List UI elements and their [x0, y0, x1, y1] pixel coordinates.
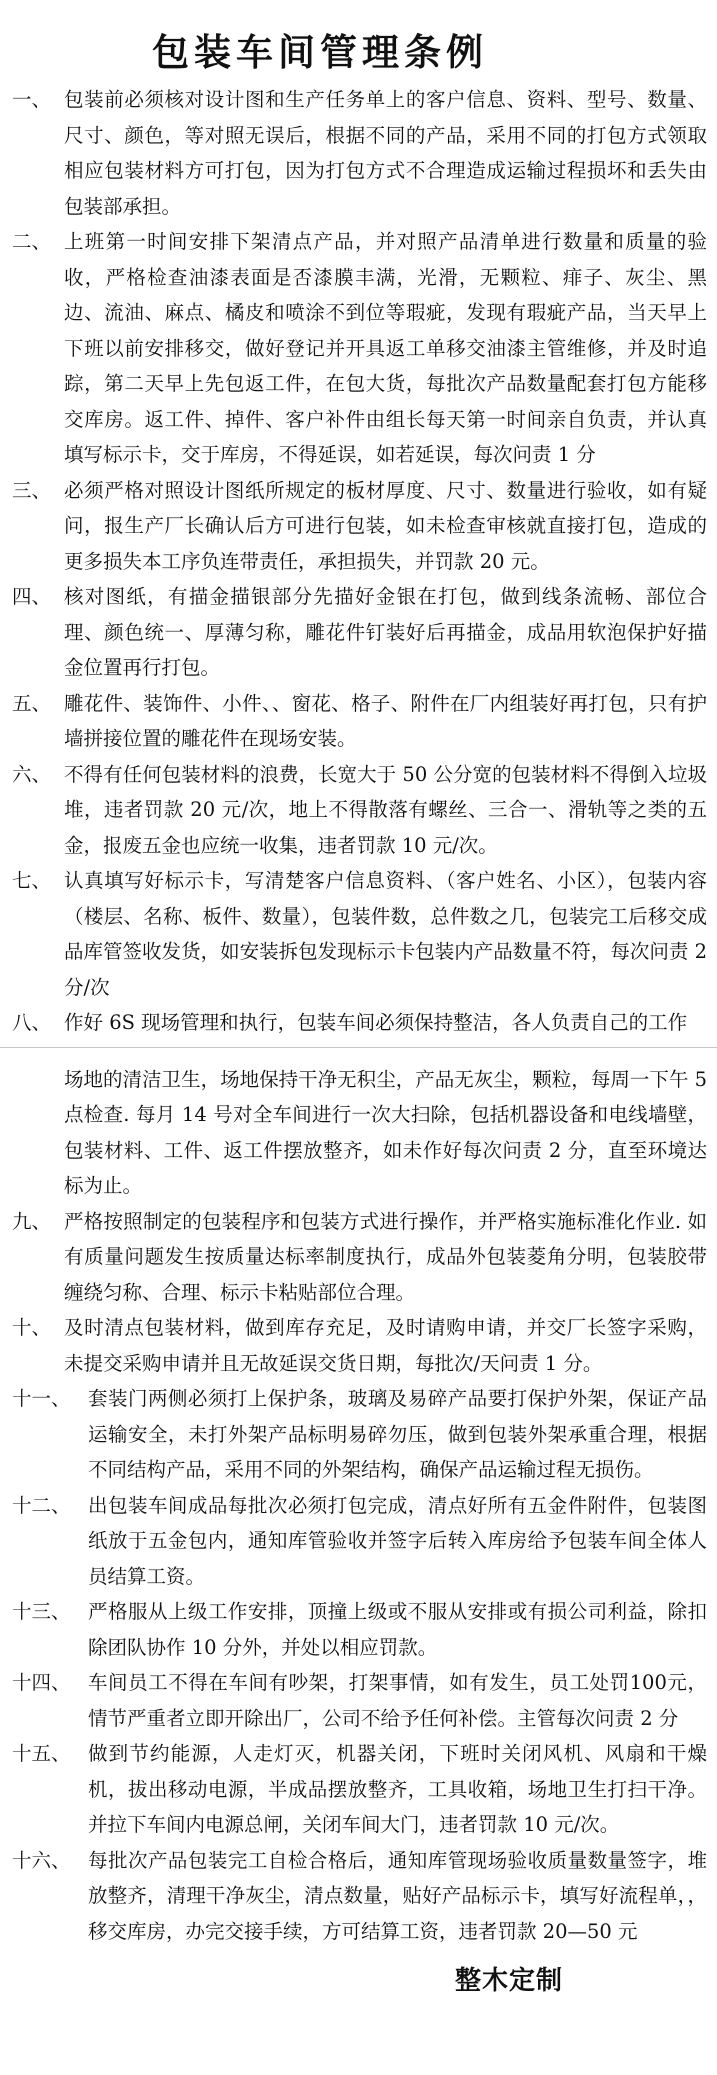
regulation-item-2: [12, 224, 707, 473]
regulation-item-7: [12, 863, 707, 1005]
regulation-item-10: [12, 1310, 707, 1381]
regulation-item-16: [12, 1843, 707, 1950]
item-number: 十一、: [12, 1387, 71, 1410]
page-divider: [0, 1047, 717, 1048]
item-number: 十四、: [12, 1671, 71, 1694]
item-number: 五、: [12, 691, 52, 715]
regulation-item-12: [12, 1488, 707, 1595]
item-number: 三、: [12, 478, 52, 502]
document-title: 包装车间管理条例: [152, 31, 488, 74]
item-text-continued: 场地的清洁卫生，场地保持干净无积尘，产品无灰尘，颗粒，每周一下午 5 点检查. 每月 14 号对全车间进行一次大扫除，包括机器设备和电线墙壁，包装材料、工件、返工件摆放整齐，如未作好每次问责 2 分，直至环境达标为止。: [64, 1067, 707, 1197]
item-text: 认真填写好标示卡，写清楚客户信息资料、（客户姓名、小区），包装内容（楼层、名称、板件、数量），包装件数，总件数之几，包装完工后移交成品库管签收发货，如安装拆包发现标示卡包装内产品数量不符，每次问责 2 分/次: [64, 869, 707, 999]
signature: 整木定制: [455, 1966, 564, 1996]
regulation-item-8-continued: [12, 1062, 707, 1204]
item-text: 包装前必须核对设计图和生产任务单上的客户信息、资料、型号、数量、尺寸、颜色，等对照无误后，根据不同的产品，采用不同的打包方式领取相应包装材料方可打包，因为打包方式不合理造成运输过程损坏和丢失由包装部承担。: [64, 88, 707, 218]
item-number: 十、: [12, 1316, 52, 1339]
item-text: 必须严格对照设计图纸所规定的板材厚度、尺寸、数量进行验收，如有疑问，报生产厂长确认后方可进行包装，如未检查审核就直接打包，造成的更多损失本工序负连带责任，承担损失，并罚款 20 元。: [64, 478, 707, 573]
regulation-item-9: [12, 1204, 707, 1311]
item-text: 雕花件、装饰件、小件、、窗花、格子、附件在厂内组装好再打包，只有护墙拼接位置的雕花件在现场安装。: [64, 691, 707, 750]
item-text: 套装门两侧必须打上保护条，玻璃及易碎产品要打保护外架，保证产品运输安全，未打外架产品标明易碎勿压，做到包装外架承重合理，根据不同结构产品，采用不同的外架结构，确保产品运输过程无损伤。: [88, 1387, 707, 1481]
item-number: 十五、: [12, 1742, 71, 1765]
regulation-item-5: [12, 686, 707, 757]
item-number: 一、: [12, 88, 52, 111]
item-text: 出包装车间成品每批次必须打包完成，清点好所有五金件附件，包装图纸放于五金包内，通知库管验收并签字后转入库房给予包装车间全体人员结算工资。: [88, 1493, 707, 1588]
item-text: 每批次产品包装完工自检合格后，通知库管现场验收质量数量签字，堆放整齐，清理干净灰尘，清点数量，贴好产品标示卡，填写好流程单，，移交库房，办完交接手续，方可结算工资，违者罚款 20—50 元: [88, 1848, 707, 1943]
regulation-item-8: [12, 1005, 707, 1041]
item-text: 不得有任何包装材料的浪费，长宽大于 50 公分宽的包装材料不得倒入垃圾堆，违者罚款 20 元/次，地上不得散落有螺丝、三合一、滑轨等之类的五金，报废五金也应统一收集，违者罚款 10 元/次。: [64, 762, 707, 857]
regulation-item-3: [12, 473, 707, 580]
item-number: 八、: [12, 1011, 52, 1034]
regulation-item-4: [12, 579, 707, 686]
item-text: 及时清点包装材料，做到库存充足，及时请购申请，并交厂长签字采购，未提交采购申请并且无故延误交货日期，每批次/天问责 1 分。: [64, 1316, 707, 1375]
item-text: 严格服从上级工作安排，顶撞上级或不服从安排或有损公司利益，除扣除团队协作 10 分外，并处以相应罚款。: [88, 1600, 707, 1659]
regulation-item-11: [12, 1381, 707, 1488]
regulation-item-1: [12, 82, 707, 224]
item-number: 十二、: [12, 1493, 71, 1517]
regulation-item-14: [12, 1665, 707, 1736]
regulation-item-6: [12, 757, 707, 864]
item-number: 二、: [12, 230, 52, 253]
item-number: 十三、: [12, 1600, 71, 1623]
item-number: 十六、: [12, 1848, 71, 1872]
regulation-item-13: [12, 1594, 707, 1665]
item-text: 核对图纸，有描金描银部分先描好金银在打包，做到线条流畅、部位合理、颜色统一、厚薄匀称，雕花件钉装好后再描金，成品用软泡保护好描金位置再行打包。: [64, 585, 707, 679]
item-number: 四、: [12, 585, 52, 608]
item-text: 作好 6S 现场管理和执行，包装车间必须保持整洁，各人负责自己的工作: [64, 1011, 688, 1034]
item-number: 七、: [12, 869, 52, 892]
regulation-list: [12, 82, 707, 1949]
item-text: 严格按照制定的包装程序和包装方式进行操作，并严格实施标准化作业. 如有质量问题发生按质量达标率制度执行，成品外包装菱角分明，包装胶带缠绕匀称、合理、标示卡粘贴部位合理。: [64, 1209, 707, 1304]
item-text: 上班第一时间安排下架清点产品，并对照产品清单进行数量和质量的验收，严格检查油漆表面是否漆膜丰满，光滑，无颗粒、痱子、灰尘、黑边、流油、麻点、橘皮和喷涂不到位等瑕疵，发现有瑕疵产品，当天早上下班以前安排移交，做好登记并开具返工单移交油漆主管维修，并及时追踪，第二天早上先包返工件，在包大货，每批次产品数量配套打包方能移交库房。返工件、掉件、客户补件由组长每天第一时间亲自负责，并认真填写标示卡，交于库房，不得延误，如若延误，每次问责 1 分: [64, 230, 707, 466]
item-text: 车间员工不得在车间有吵架，打架事情，如有发生，员工处罚100元，情节严重者立即开除出厂，公司不给予任何补偿。主管每次问责 2 分: [88, 1671, 707, 1730]
regulation-item-15: [12, 1736, 707, 1843]
item-text: 做到节约能源，人走灯灭，机器关闭，下班时关闭风机、风扇和干燥机，拔出移动电源，半成品摆放整齐，工具收箱，场地卫生打扫干净。并拉下车间内电源总闸，关闭车间大门，违者罚款 10 元/次。: [88, 1742, 707, 1836]
item-number: 六、: [12, 762, 52, 786]
item-number: 九、: [12, 1209, 52, 1233]
